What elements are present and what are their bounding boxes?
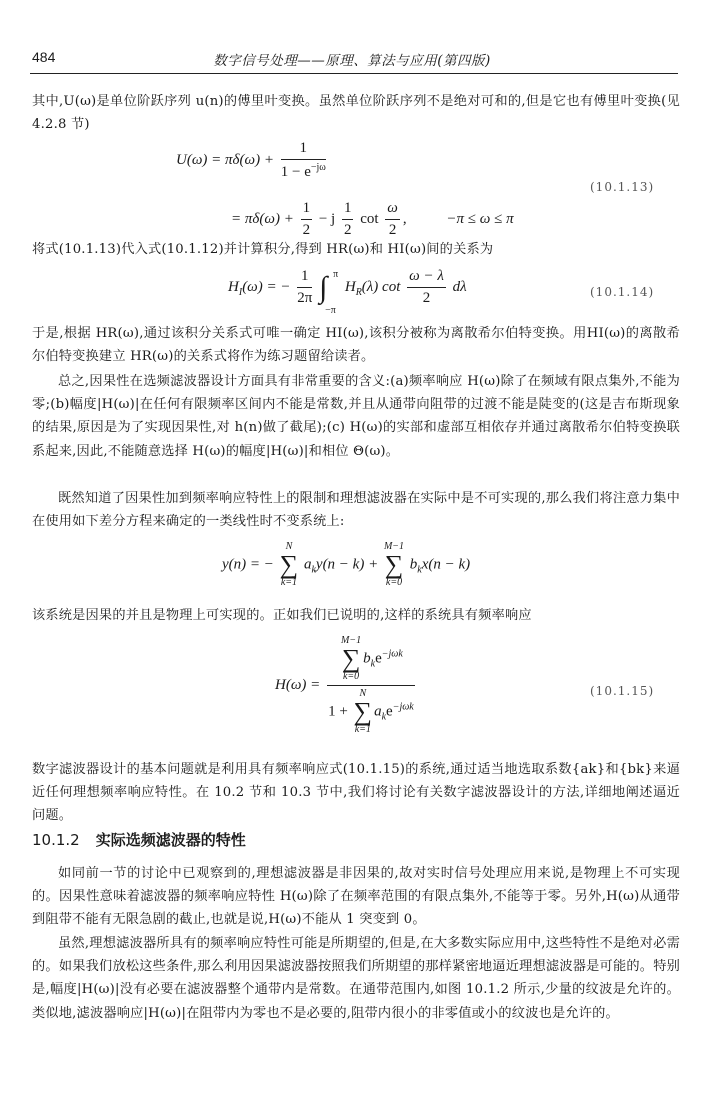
eq13-half-num: 1 [301,200,313,220]
eq14-cot-den: 2 [422,290,431,306]
eq13-den-exp: −jω [310,162,326,173]
eq15-den-exp: −jωk [392,701,414,713]
eq14-lhs-sub: I [238,286,243,298]
equation-10-1-13-line1 [176,140,329,181]
eq14-fraction [297,268,312,307]
eq13-frac-den [281,160,326,181]
eq15-num-lower: k=0 [342,671,360,682]
paragraph-ideal-noncausal: 如同前一节的讨论中已观察到的,理想滤波器是非因果的,故对实时信号处理应用来说,是物理上不可实现的。因果性意味着滤波器的频率响应特性 H(ω)除了在频率范围的有限点集外,不能等于零。另外,H(ω)从通带到阻带不能有无限急剧的截止,也就是说,H(ω)不能从 1 突变到 0。 [32,866,680,928]
diff-b-tail: x(n − k) [421,556,471,573]
eq14-frac-den: 2π [297,290,313,306]
sum-b: M−1 ∑ k=0 [383,541,405,588]
eq13-lhs: U(ω) = πδ(ω) + [176,151,274,168]
paragraph-hilbert: 于是,根据 HR(ω),通过该积分关系式可唯一确定 HI(ω),该积分被称为离散希尔伯特变换。用HI(ω)的离散希尔伯特变换建立 HR(ω)的关系式将作为练习题留给读者。 [32,326,680,365]
eq14-body-tail: (λ) cot [361,278,401,295]
eq15-fraction [327,636,415,735]
eq15-denominator [327,686,415,735]
running-title: 数字信号处理——原理、算法与应用(第四版) [213,53,491,69]
eq14-body-h: H [344,278,356,295]
eq15-num-b: b [363,650,371,667]
eq15-num-sum: M−1 ∑ k=0 [341,635,362,682]
eq15-numerator [327,636,415,686]
paragraph-unit-step: 其中,U(ω)是单位阶跃序列 u(n)的傅里叶变换。虽然单位阶跃序列不是绝对可和的,但是它也有傅里叶变换(见 4.2.8 节) [32,94,680,133]
paragraph-ripple: 虽然,理想滤波器所具有的频率响应特性可能是所期望的,但是,在大多数实际应用中,这些特性不是绝对必需的。如果我们放松这些条件,那么利用因果滤波器按照我们所期望的那样紧密地逼近理想滤波器是可能的。特别是,幅度|H(ω)|没有必要在滤波器整个通带内是常数。在通带范围内,如图 10.1.2 所示,少量的纹波是允许的。类似地,滤波器响应|H(ω)|在阻带内为零也不是必要的,阻带内很小的非零值或小的纹波也是允许的。 [32,936,680,1021]
eq14-cot-frac [407,268,446,307]
sum-a-lower: k=1 [280,577,298,588]
eq13-range: −π ≤ ω ≤ π [446,210,514,227]
eq15-den-upper: N [359,688,367,699]
integral-sign: ∫ π −π [319,268,339,316]
eq15-lhs: H(ω) = [275,677,321,693]
eq13-half [301,200,313,239]
header-rule [30,73,678,74]
eq15-den-a: a [374,703,382,720]
eq13-omega-den: 2 [388,222,397,238]
eq13-omega-half [385,200,400,239]
diff-b: b [409,556,418,573]
sum-a-upper: N [285,541,293,552]
eq13-cot: cot [360,210,379,227]
eq14-frac-num: 1 [297,268,312,288]
eq13-frac-num: 1 [281,140,326,160]
eq14-int-upper: π [333,268,339,280]
eq14-lhs-tail: (ω) = − [242,278,291,295]
page-number: 484 [32,49,56,65]
eq13-half2 [342,200,354,239]
eq13-omega: ω [385,200,400,220]
section-number: 10.1.2 [32,831,80,849]
diff-lhs: y(n) = − [222,556,274,573]
paragraph-design-problem: 数字滤波器设计的基本问题就是利用具有频率响应式(10.1.15)的系统,通过适当地选取系数{ak}和{bk}来逼近任何理想频率响应特性。在 10.2 节和 10.3 节中,我们将讨论有关数字滤波器设计的方法,详细地阐述逼近问题。 [32,762,680,824]
eq13-l2a: = πδ(ω) + [231,210,294,227]
eq13-den-base: 1 − e [280,164,311,180]
eq14-cot-num: ω − λ [407,268,446,288]
equation-10-1-15 [275,636,418,735]
sum-a: N ∑ k=1 [279,541,299,588]
equation-10-1-13-line2: = πδ(ω) + $\frac{1}{2}$ − j $\frac{1}{2}$ cot $\frac{\omega}{2}$ , −π ≤ ω ≤ π [231,200,514,238]
sum-b-upper: M−1 [383,541,405,552]
equation-10-1-14 [228,268,467,316]
eq13-half-den: 2 [302,222,311,238]
eq15-den-lower: k=1 [354,724,371,735]
eq15-den-pre: 1 + [328,703,348,720]
eq13-half2-num: 1 [342,200,354,220]
eq15-den-sum: N ∑ k=1 [353,688,373,735]
eq14-dl: dλ [452,278,467,295]
diff-a-sub: k [311,564,316,576]
eq15-num-sub: k [370,658,376,670]
paragraph-causal-system: 该系统是因果的并且是物理上可实现的。正如我们已说明的,这样的系统具有频率响应 [32,608,532,623]
eq15-den-e: e [386,703,393,720]
eq14-int-lower: −π [325,304,336,316]
eq15-den-sub: k [381,711,387,723]
section-heading [32,829,246,850]
equation-number-13: (10.1.13) [590,180,655,194]
eq15-num-upper: M−1 [341,635,362,646]
difference-equation [222,542,470,588]
section-title: 实际选频滤波器的特性 [95,831,246,849]
diff-a: a [303,556,312,573]
sum-b-lower: k=0 [385,577,403,588]
diff-b-sub: k [417,564,422,576]
diff-a-tail: y(n − k) + [315,556,379,573]
eq13-l2b: − j [318,210,336,227]
paragraph-lti: 既然知道了因果性加到频率响应特性上的限制和理想滤波器在实际中是不可实现的,那么我们将注意力集中在使用如下差分方程来确定的一类线性时不变系统上: [32,491,680,530]
eq13-half2-den: 2 [343,222,352,238]
eq15-num-e: e [375,650,382,667]
eq14-lhs-h: H [228,278,239,295]
paragraph-substitute: 将式(10.1.13)代入式(10.1.12)并计算积分,得到 HR(ω)和 HI(ω)间的关系为 [32,242,494,257]
paragraph-summary: 总之,因果性在选频滤波器设计方面具有非常重要的含义:(a)频率响应 H(ω)除了在频域有限点集外,不能为零;(b)幅度|H(ω)|在任何有限频率区间内不能是常数,并且从通带向阻带的过渡不能是陡变的(这是吉布斯现象的结果,原因是为了实现因果性,对 h(n)做了截尾);(c) H(ω)的实部和虚部互相依存并通过离散希尔伯特变换联系起来,因此,不能随意选择 H(ω)的幅度|H(ω)|和相位 Θ(ω)。 [32,374,680,459]
eq13-fraction [281,140,326,181]
eq14-body-sub: R [355,286,362,298]
equation-number-14: (10.1.14) [590,285,655,299]
eq15-num-exp: −jωk [381,648,403,660]
equation-number-15: (10.1.15) [590,684,655,698]
